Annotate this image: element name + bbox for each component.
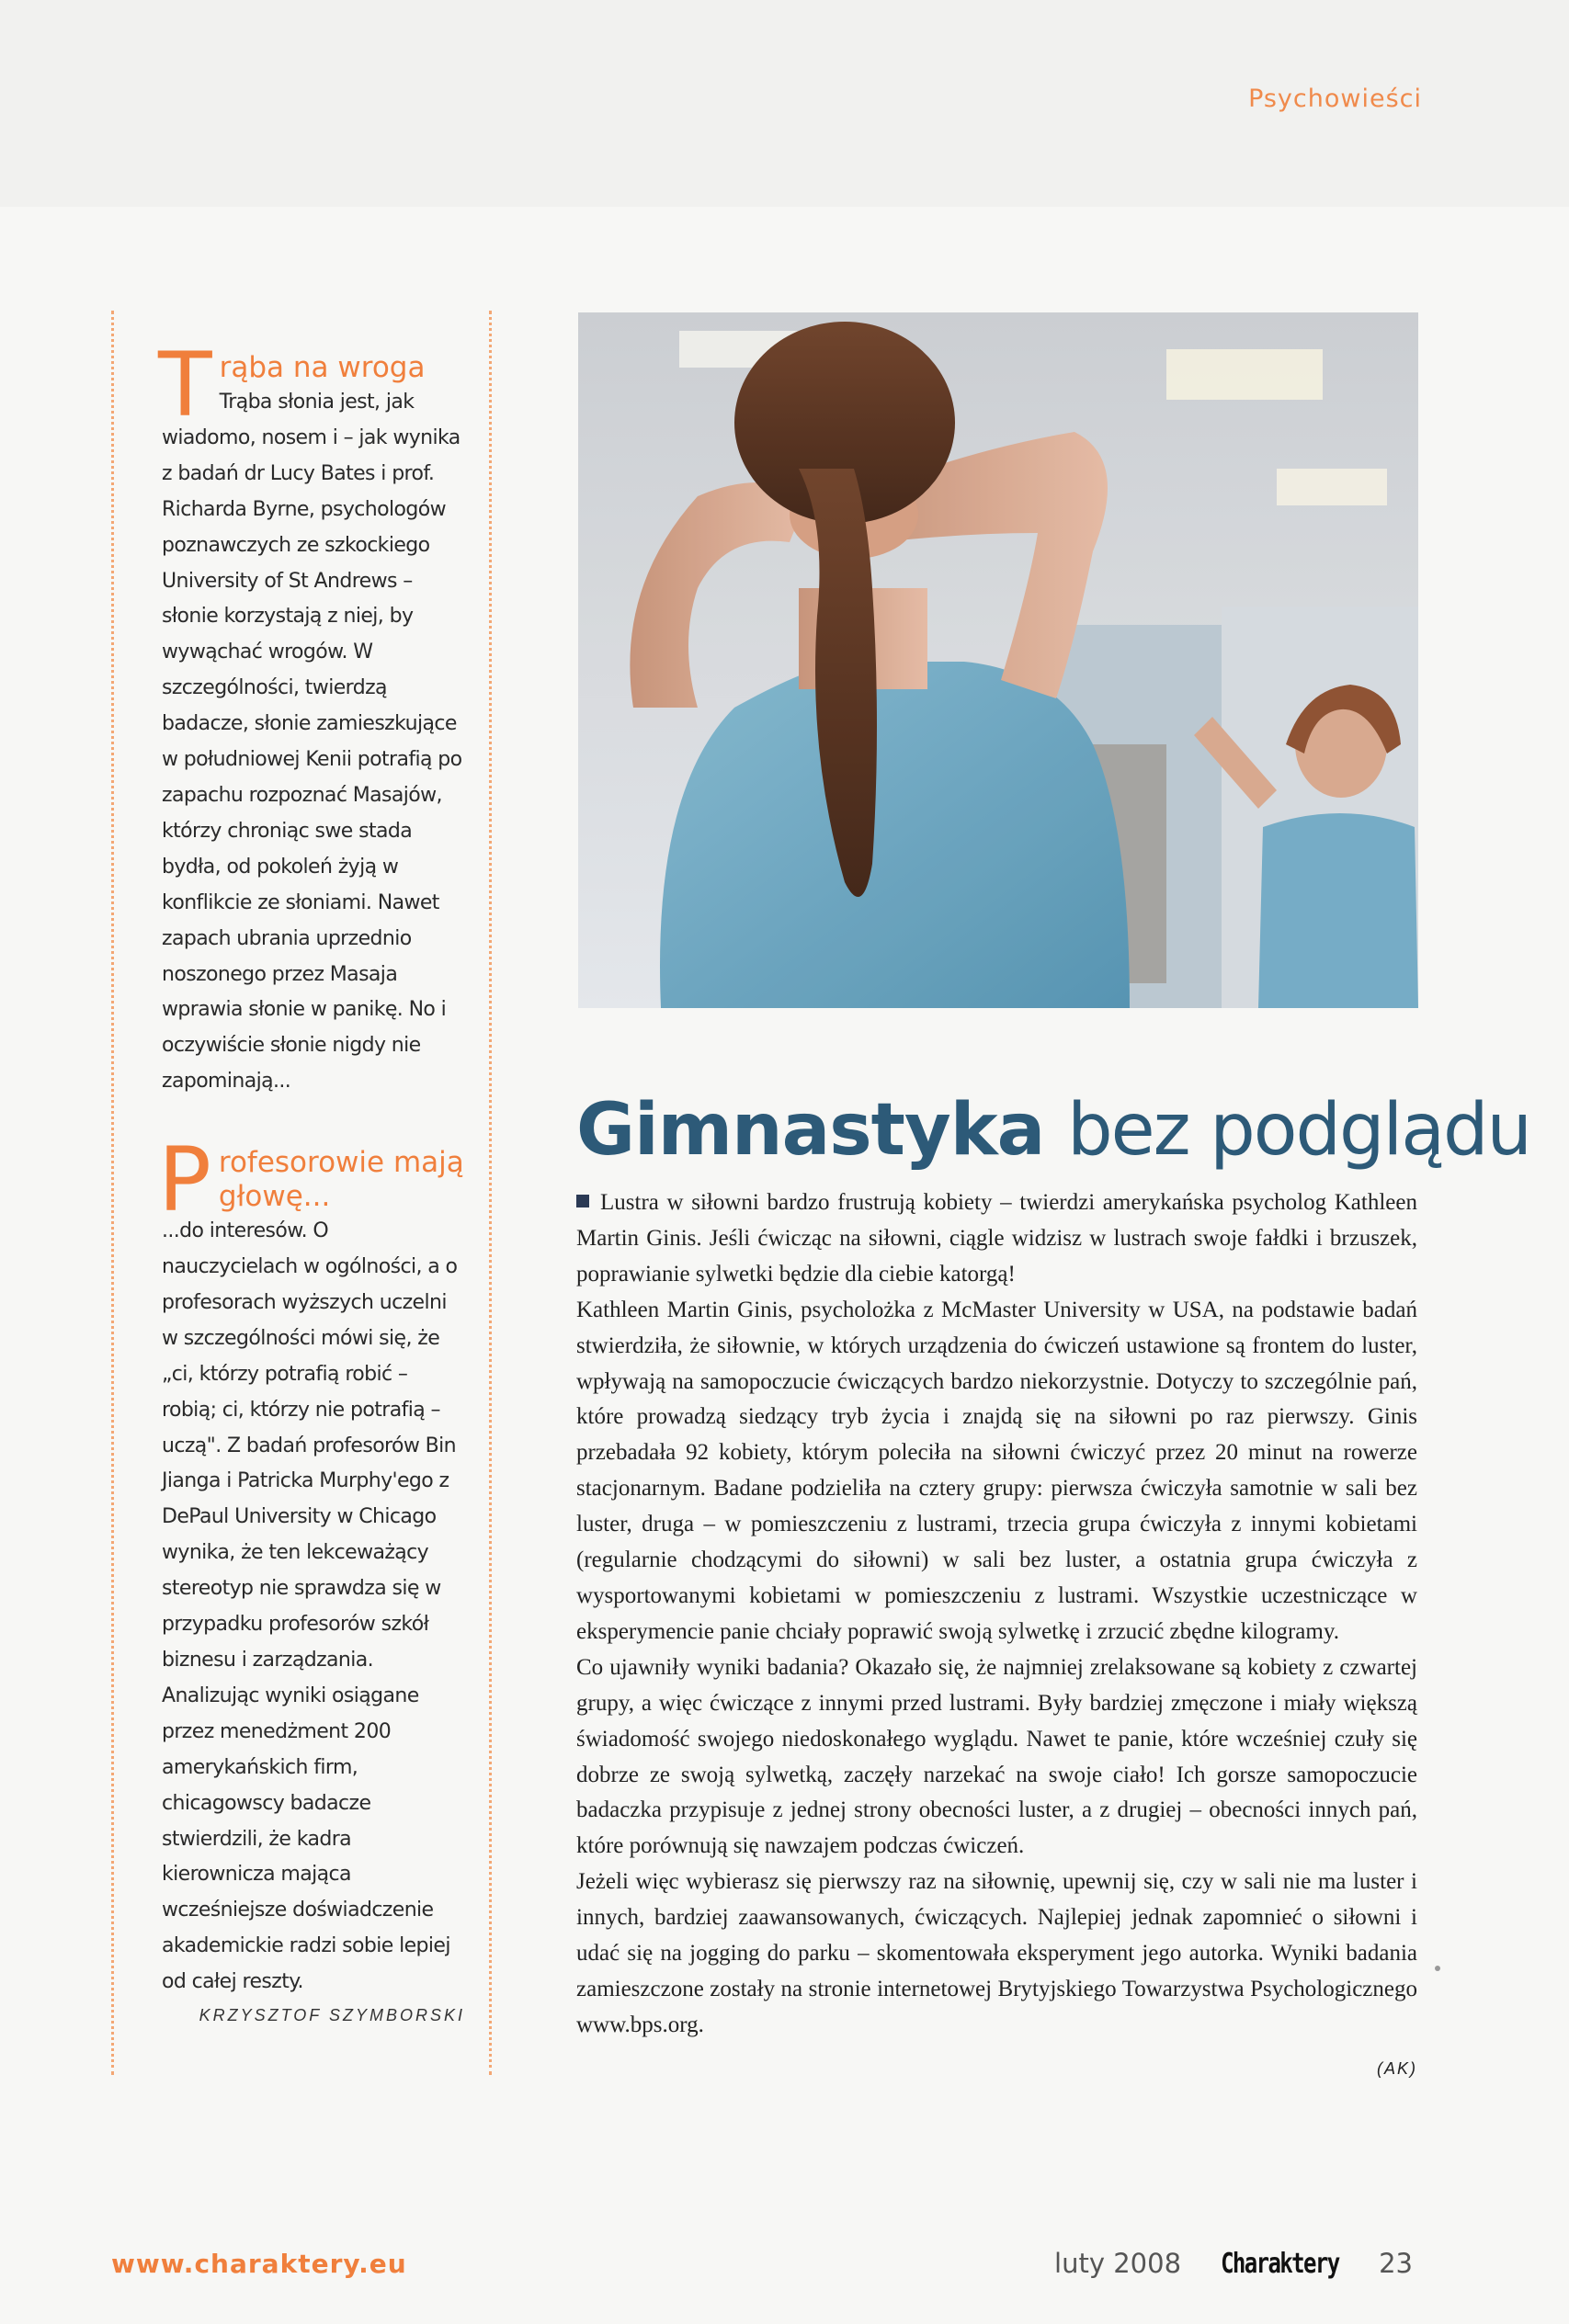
sidebar-author: KRZYSZTOF SZYMBORSKI: [199, 2006, 465, 2025]
article-paragraph: Kathleen Martin Ginis, psycholożka z McMaster University w USA, na podstawie badań stwierdziła, że siłownie, w których urządzenia do ćwiczeń ustawione są frontem do luster, wpływają na samopoczucie ćwiczących bardzo niekorzystnie. Dotyczy to szczególnie pań, które prowadzą siedzący tryb życia i znajdą się na siłowni po raz pierwszy. Ginis przebadała 92 kobiety, którym poleciła na siłowni ćwiczyć przez 20 minut na rowerze stacjonarnym. Badane podzieliła na cztery grupy: pierwsza ćwiczyła samotnie w sali bez luster, druga – w pomieszczeniu z lustrami, trzecia grupa ćwiczyła z innymi kobietami (regularnie chodzącymi do siłowni) w sali bez luster, a ostatnia grupa ćwiczyła z wysportowanymi kobietami w pomieszczeniu z lustrami. Wszystkie uczestniczące w eksperymencie panie chciały poprawić swoją sylwetkę i zrzucić zbędne kilogramy.: [576, 1297, 1417, 1644]
footer-magazine: Charaktery: [1221, 2248, 1339, 2280]
sidebar-item: [158, 334, 465, 1100]
sidebar-item-body: Trąba słonia jest, jak wiadomo, nosem i – jak wynika z badań dr Lucy Bates i prof. Richarda Byrne, psychologów poznawczych ze szkockiego University of St Andrews – słonie korzystają z niej, by wywąchać wrogów. W szczególności, twierdzą badacze, słonie zamieszkujące w południowej Kenii potrafią po zapachu rozpoznać Masajów, którzy chroniąc swe stada bydła, od pokoleń żyją w konflikcie ze słoniami. Nawet zapach ubrania uprzednio noszonego przez Masaja wprawia słonie w panikę. No i oczywiście słonie nigdy nie zapominają...: [162, 391, 462, 1094]
article-paragraph: Co ujawniły wyniki badania? Okazało się, że najmniej zrelaksowane są kobiety z czwartej grupy, a więc ćwiczące z innymi przed lustrami. Były bardziej zmęczone i miały większą świadomość swojego niedoskonałego wyglądu. Nawet te panie, które wcześniej czuły się dobrze ze swoją sylwetką, zaczęły narzekać na swoje ciało! Ich gorsze samopoczucie badaczka przypisuje z jednej strony obecności luster, a z drugiej – obecności innych pań, które porównują się nawzajem podczas ćwiczeń.: [576, 1654, 1417, 1859]
sidebar-item: [158, 1128, 465, 2025]
article-paragraph: Lustra w siłowni bardzo frustrują kobiety – twierdzi amerykańska psycholog Kathleen Martin Ginis. Jeśli ćwicząc na siłowni, ciągle widzisz w lustrach swoje fałdki i brzuszek, poprawianie sylwetki będzie dla ciebie katorgą!: [576, 1190, 1417, 1287]
article-paragraph: Jeżeli więc wybierasz się pierwszy raz na siłownię, upewnij się, czy w sali nie ma luster i innych, bardziej zaawansowanych, ćwiczących. Najlepiej jednak zapomnieć o siłowni i udać się na jogging do parku – skomentowała eksperyment jego autorka. Wyniki badania zamieszczone zostały na stronie internetowej Brytyjskiego Towarzystwa Psychologicznego www.bps.org.: [576, 1869, 1417, 2037]
bullet-square-icon: [576, 1195, 589, 1207]
section-label: Psychowieści: [1248, 85, 1422, 113]
footer-info: [1054, 2248, 1413, 2280]
sidebar-box: [111, 311, 492, 2075]
article-body: [576, 1185, 1417, 2087]
sidebar-item-title: rofesorowie mają głowę...: [218, 1146, 464, 1214]
page-number: 23: [1379, 2248, 1413, 2279]
article-signoff: (AK): [1377, 2058, 1417, 2078]
headline-bold: Gimnastyka: [576, 1089, 1045, 1172]
headline-light: bez podglądu: [1067, 1089, 1530, 1172]
dot-mark: [1435, 1966, 1440, 1971]
sidebar-item-body: ...do interesów. O nauczycielach w ogólności, a o profesorach wyższych uczelni w szczególności mówi się, że „ci, którzy potrafią robić – robią; ci, którzy nie potrafią – uczą". Z badań profesorów Bin Jianga i Patricka Murphy'ego z DePaul University w Chicago wynika, że ten lekceważący stereotyp nie sprawdza się w przypadku profesorów szkół biznesu i zarządzania. Analizując wyniki osiągane przez menedżment 200 amerykańskich firm, chicagowscy badacze stwierdzili, że kadra kierownicza mająca wcześniejsze doświadczenie akademickie radzi sobie lepiej od całej reszty.: [162, 1219, 458, 1994]
article-photo: [578, 312, 1418, 1008]
article-headline: [576, 1084, 1530, 1176]
footer-date: luty 2008: [1054, 2248, 1182, 2279]
sidebar-item-title: rąba na wroga: [219, 351, 426, 384]
dropcap: P: [158, 1128, 211, 1232]
dropcap: T: [158, 334, 212, 436]
footer-url: www.charaktery.eu: [111, 2249, 407, 2279]
